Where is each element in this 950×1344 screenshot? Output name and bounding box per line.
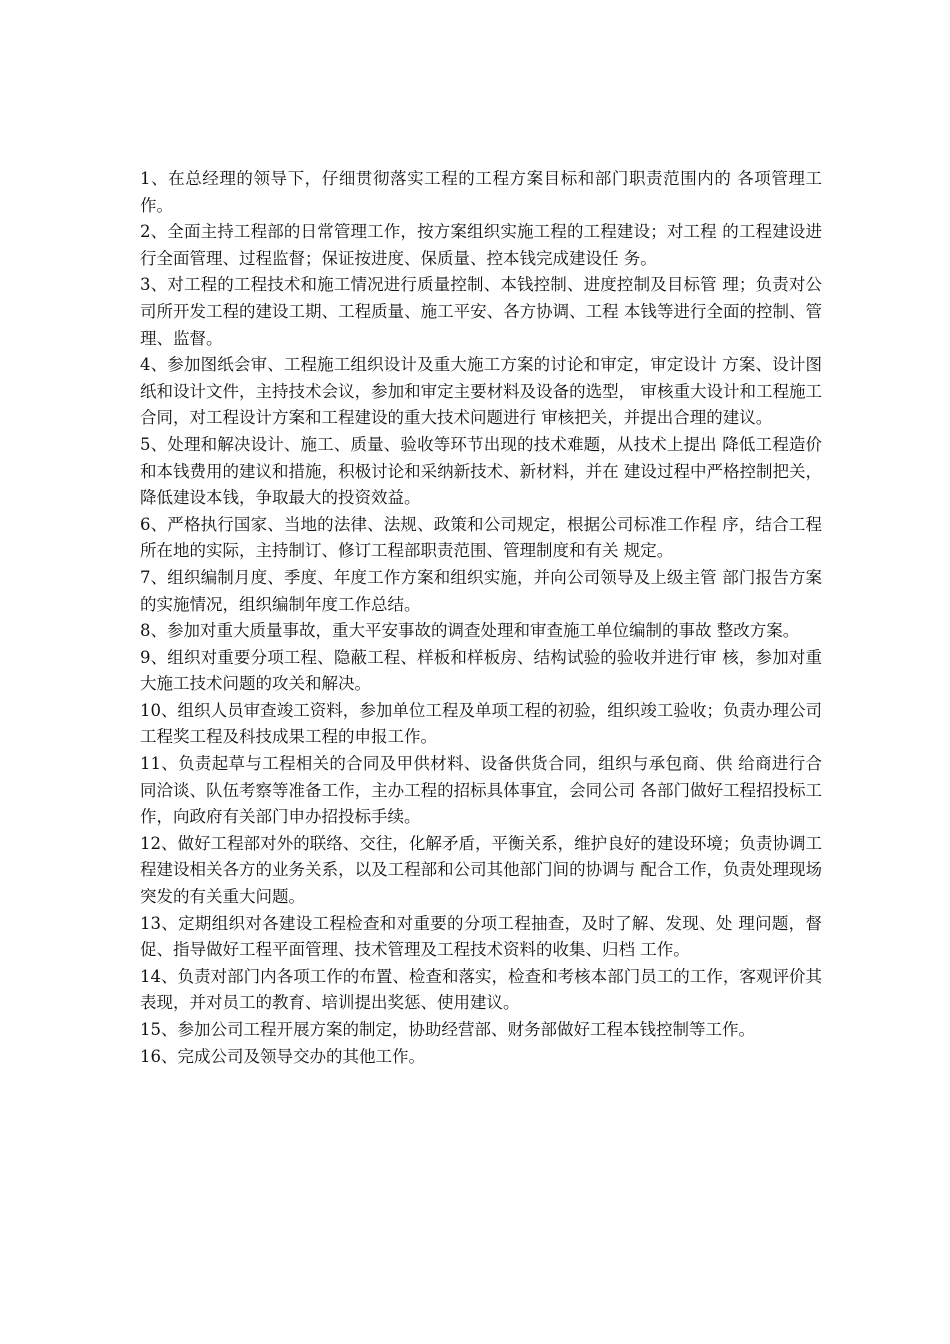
- duty-item-1: 1、在总经理的领导下，仔细贯彻落实工程的工程方案目标和部门职责范围内的 各项管理工作。: [140, 169, 822, 215]
- duty-item-15: 15、参加公司工程开展方案的制定，协助经营部、财务部做好工程本钱控制等工作。: [140, 1020, 755, 1039]
- document-body: [140, 166, 822, 1070]
- duty-item-16: 16、完成公司及领导交办的其他工作。: [140, 1046, 425, 1066]
- duty-item-5: 5、处理和解决设计、施工、质量、验收等环节出现的技术难题，从技术上提出 降低工程造价和本钱费用的建议和措施，积极讨论和采纳新技术、新材料，并在 建设过程中严格控制把关，降低建设本钱，争取最大的投资效益。: [140, 434, 822, 508]
- duty-item-13: 13、定期组织对各建设工程检查和对重要的分项工程抽查，及时了解、发现、处 理问题，督促、指导做好工程平面管理、技术管理及工程技术资料的收集、归档 工作。: [140, 913, 822, 960]
- duty-item-3: 3、对工程的工程技术和施工情况进行质量控制、本钱控制、进度控制及目标管 理；负责对公司所开发工程的建设工期、工程质量、施工平安、各方协调、工程 本钱等进行全面的控制、管理、监督。: [140, 275, 822, 348]
- duty-item-12: 12、做好工程部对外的联络、交往，化解矛盾，平衡关系，维护良好的建设环境；负责协调工程建设相关各方的业务关系，以及工程部和公司其他部门间的协调与 配合工作，负责处理现场突发的有关重大问题。: [140, 833, 822, 907]
- duty-item-9: 9、组织对重要分项工程、隐蔽工程、样板和样板房、结构试验的验收并进行审 核，参加对重大施工技术问题的攻关和解决。: [140, 647, 822, 694]
- duty-item-6: 6、严格执行国家、当地的法律、法规、政策和公司规定，根据公司标准工作程 序，结合工程所在地的实际，主持制订、修订工程部职责范围、管理制度和有关 规定。: [140, 514, 822, 561]
- duty-item-14: 14、负责对部门内各项工作的布置、检查和落实，检查和考核本部门员工的工作，客观评价其表现，并对员工的教育、培训提出奖惩、使用建议。: [140, 966, 822, 1013]
- duty-item-7: 7、组织编制月度、季度、年度工作方案和组织实施，并向公司领导及上级主管 部门报告方案的实施情况，组织编制年度工作总结。: [140, 567, 822, 614]
- duty-item-2: 2、全面主持工程部的日常管理工作，按方案组织实施工程的工程建设；对工程 的工程建设进行全面管理、过程监督；保证按进度、保质量、控本钱完成建设任 务。: [140, 222, 822, 268]
- duty-item-10: 10、组织人员审查竣工资料，参加单位工程及单项工程的初验，组织竣工验收；负责办理公司工程奖工程及科技成果工程的申报工作。: [140, 700, 822, 747]
- duty-item-11: 11、负责起草与工程相关的合同及甲供材料、设备供货合同，组织与承包商、供 给商进行合同洽谈、队伍考察等准备工作，主办工程的招标具体事宜，会同公司 各部门做好工程招投标工作，向政府有关部门申办招投标手续。: [140, 754, 822, 827]
- duty-item-8: 8、参加对重大质量事故，重大平安事故的调查处理和审查施工单位编制的事故 整改方案。: [140, 621, 800, 641]
- duty-item-4: 4、参加图纸会审、工程施工组织设计及重大施工方案的讨论和审定，审定设计 方案、设计图纸和设计文件，主持技术会议，参加和审定主要材料及设备的选型， 审核重大设计和工程施工合同，对工程设计方案和工程建设的重大技术问题进行 审核把关，并提出合理的建议。: [140, 355, 822, 428]
